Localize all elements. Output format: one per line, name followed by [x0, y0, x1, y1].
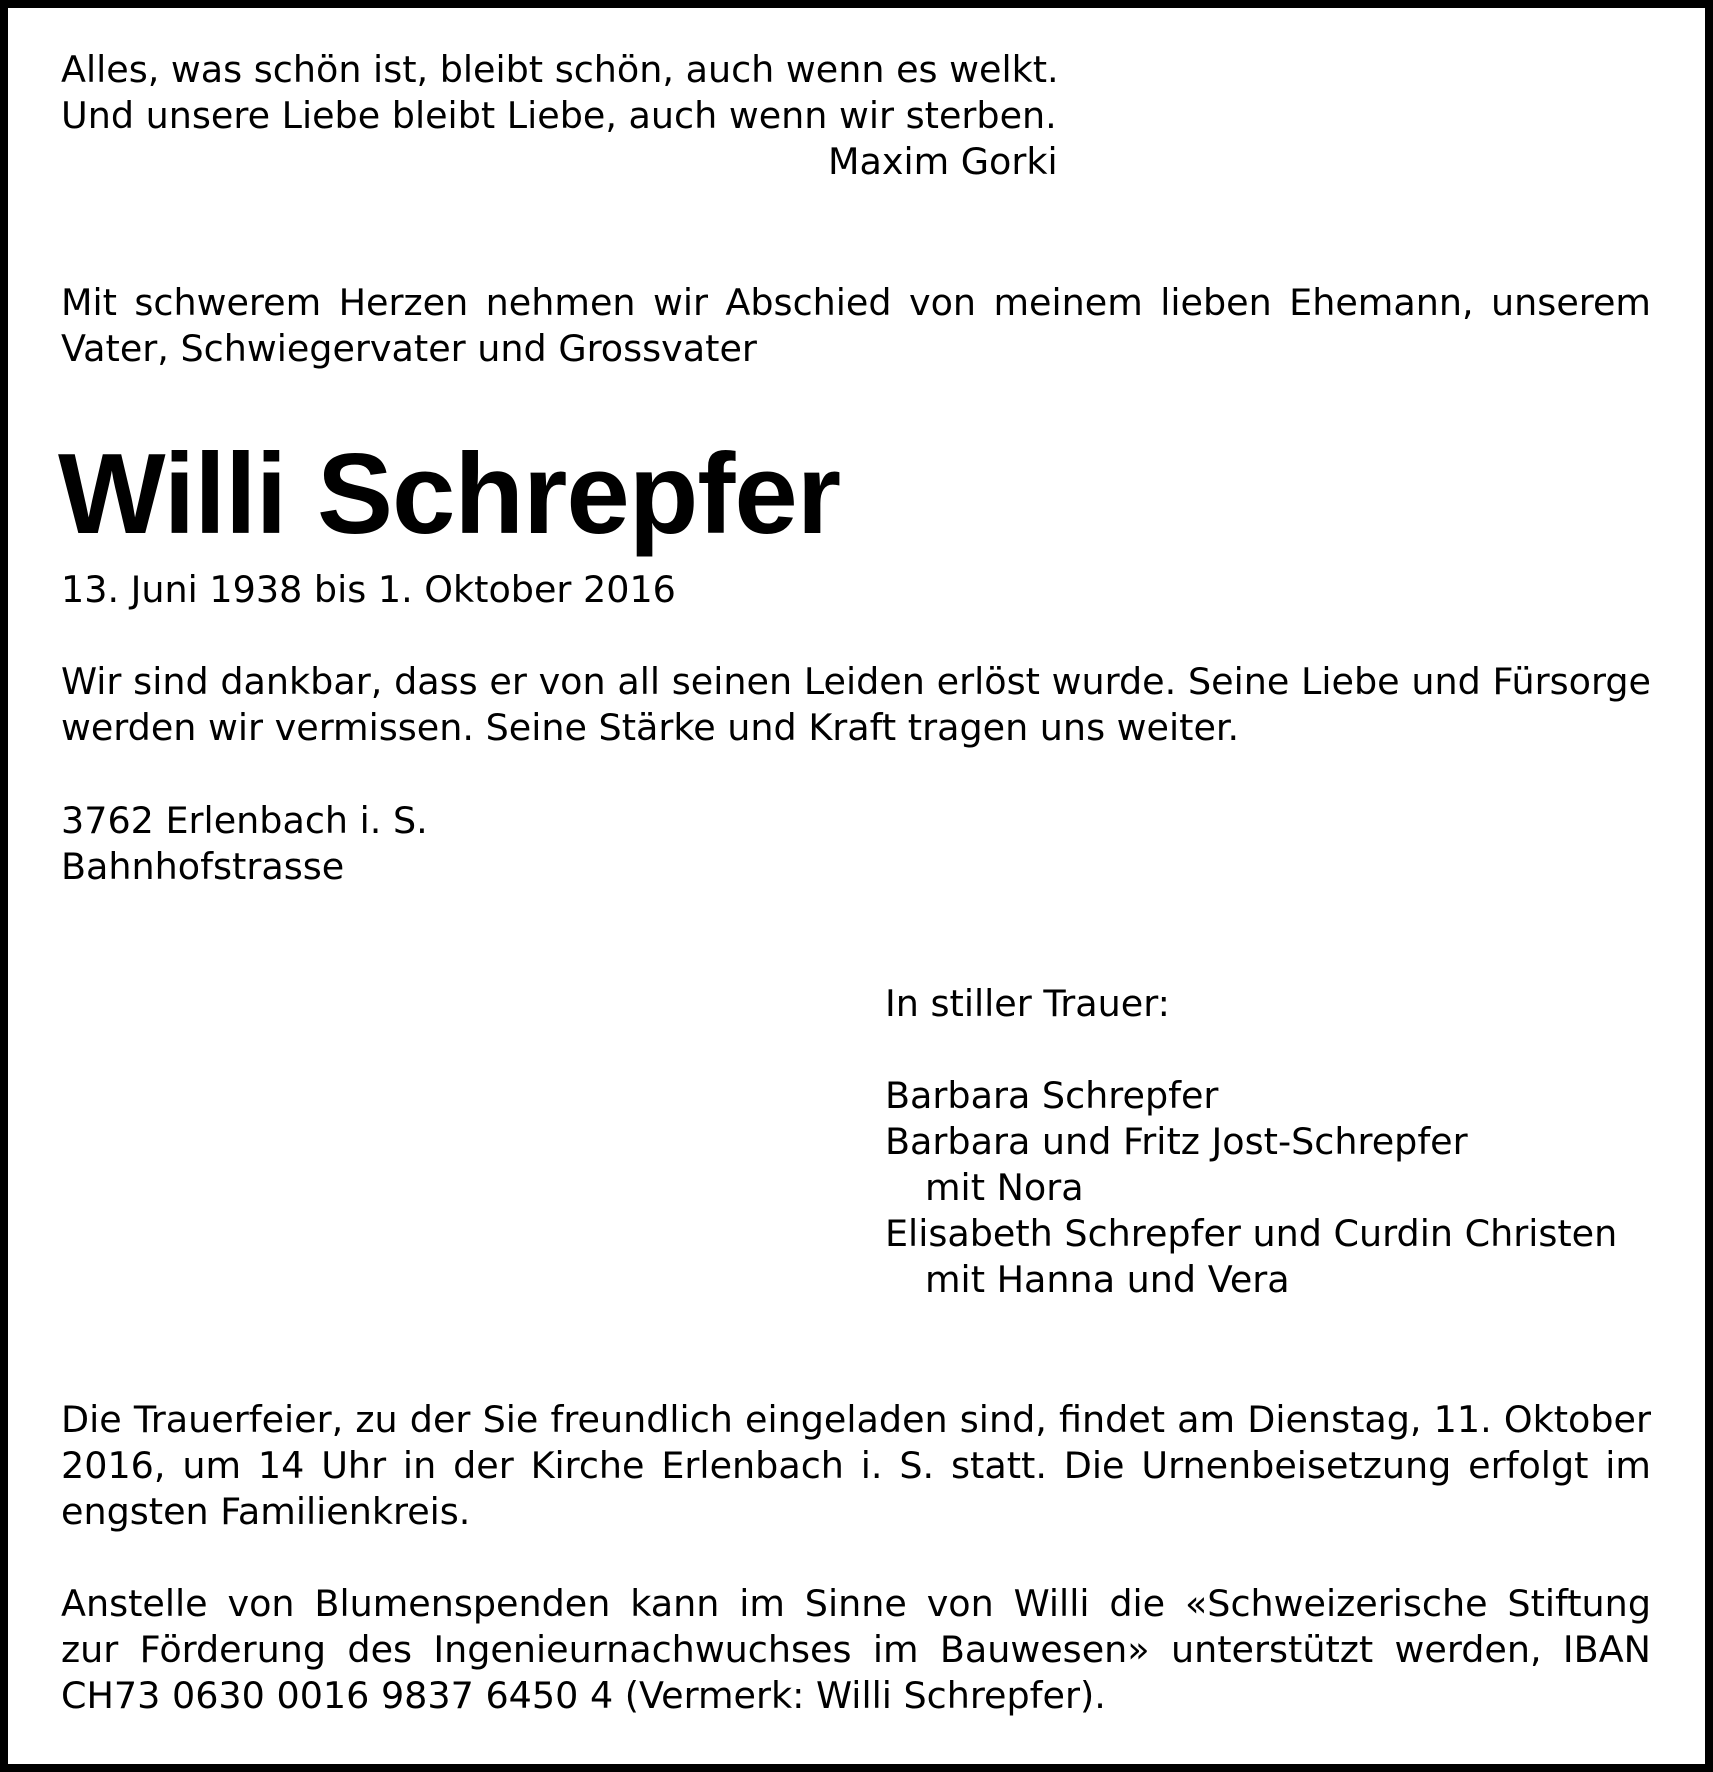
mourner: Barbara Schrepfer: [885, 1074, 1219, 1117]
mourner: Barbara und Fritz Jost-Schrepfer: [885, 1120, 1468, 1163]
deceased-name: Willi Schrepfer: [58, 431, 841, 558]
mourner: Elisabeth Schrepfer und Curdin Christen: [885, 1212, 1618, 1255]
intro-text: [61, 280, 1651, 372]
ceremony-text: [61, 1397, 1651, 1535]
quote-author: Maxim Gorki: [828, 140, 1058, 183]
donation-line: zur Förderung des Ingenieurnachwuchses im Bauwesen» unterstützt werden, IBAN: [61, 1628, 1651, 1671]
gratitude-text: [61, 659, 1651, 751]
life-dates: [61, 567, 676, 613]
mourners-heading: In stiller Trauer:: [885, 982, 1170, 1025]
ceremony-line: engsten Familienkreis.: [61, 1490, 471, 1533]
gratitude-line: werden wir vermissen. Seine Stärke und Kraft tragen uns weiter.: [61, 706, 1240, 749]
donation-text: [61, 1581, 1651, 1719]
quote: [61, 47, 1059, 185]
address: [61, 798, 428, 890]
intro-line: Vater, Schwiegervater und Grossvater: [61, 327, 757, 370]
quote-line: Und unsere Liebe bleibt Liebe, auch wenn wir sterben.: [61, 94, 1057, 137]
ceremony-line: Die Trauerfeier, zu der Sie freundlich eingeladen sind, findet am Dienstag, 11. Oktober: [61, 1398, 1651, 1441]
quote-line: Alles, was schön ist, bleibt schön, auch wenn es welkt.: [61, 48, 1059, 91]
donation-line: CH73 0630 0016 9837 6450 4 (Vermerk: Willi Schrepfer).: [61, 1674, 1106, 1717]
intro-line: Mit schwerem Herzen nehmen wir Abschied von meinem lieben Ehemann, unserem: [61, 281, 1651, 324]
mourners: [885, 981, 1617, 1303]
address-line: 3762 Erlenbach i. S.: [61, 799, 428, 842]
mourner: mit Hanna und Vera: [925, 1258, 1290, 1301]
life-dates-text: 13. Juni 1938 bis 1. Oktober 2016: [61, 568, 676, 611]
ceremony-line: 2016, um 14 Uhr in der Kirche Erlenbach i. S. statt. Die Urnenbeisetzung erfolgt im: [61, 1444, 1651, 1487]
gratitude-line: Wir sind dankbar, dass er von all seinen Leiden erlöst wurde. Seine Liebe und Fürsorge: [61, 660, 1651, 703]
address-line: Bahnhofstrasse: [61, 845, 345, 888]
mourner: mit Nora: [925, 1166, 1084, 1209]
donation-line: Anstelle von Blumenspenden kann im Sinne von Willi die «Schweizerische Stiftung: [61, 1582, 1651, 1625]
